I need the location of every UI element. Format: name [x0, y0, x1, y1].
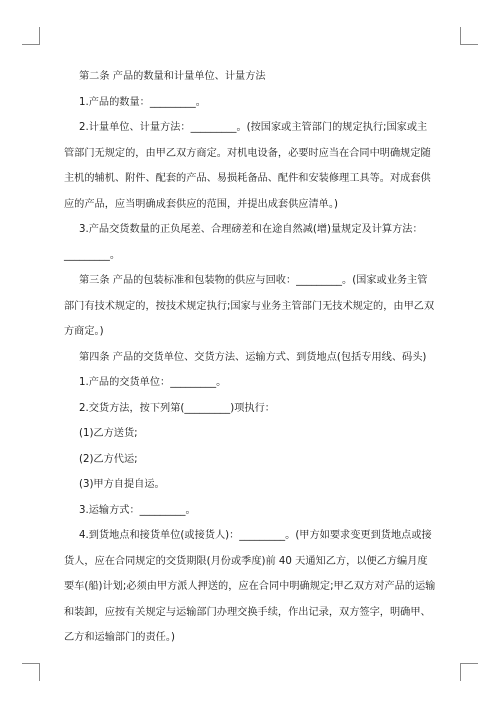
clause-tolerance: 3.产品交货数量的正负尾差、合理磅差和在途自然减(增)量规定及计算方法：_________。: [64, 224, 423, 261]
clause-delivery-unit: 1.产品的交货单位：_________。: [79, 377, 227, 388]
document-body: [64, 64, 436, 651]
option-3: (3)甲方自提自运。: [79, 479, 165, 490]
article-2-heading: 第二条 产品的数量和计量单位、计量方法: [79, 71, 266, 82]
clause-transport-mode: 3.运输方式：_________。: [79, 504, 196, 516]
option-2: (2)乙方代运;: [79, 453, 138, 465]
crop-mark-bottom-right: [460, 663, 478, 681]
crop-mark-top-right: [460, 27, 478, 45]
crop-mark-bottom-left: [22, 663, 40, 681]
article-3-packaging: 第三条 产品的包装标准和包装物的供应与回收：_________。(国家或业务主管部门有技术规定的，按技术规定执行;国家与业务主管部门无技术规定的，由甲乙双方商定。): [64, 275, 435, 337]
clause-measure-unit: 2.计量单位、计量方法：_________。(按国家或主管部门的规定执行;国家或主管部门无规定的，由甲乙双方商定。对机电设备，必要时应当在合同中明确规定随主机的辅机、附件、配套的产品、易损耗备品、配件和安装修理工具等。对成套供应的产品，应当明确成套供应的范围，并提出成套供应清单。): [64, 122, 431, 210]
clause-arrival-place: 4.到货地点和接货单位(或接货人)：_________。(甲方如要求变更到货地点或接货人，应在合同规定的交货期限(月份或季度)前 40 天通知乙方，以便乙方编月度要车(船)计划;必须由甲方派人押送的，应在合同中明确规定;甲乙双方对产品的运输和装卸，应按有关规定与运输部门办理交换手续，作出记录，双方签字，明确甲、乙方和运输部门的责任。): [64, 530, 436, 643]
article-4-heading: 第四条 产品的交货单位、交货方法、运输方式、到货地点(包括专用线、码头): [79, 351, 427, 363]
option-1: (1)乙方送货;: [79, 428, 138, 439]
clause-quantity: 1.产品的数量：_________。: [79, 96, 206, 108]
clause-delivery-method: 2.交货方法，按下列第(_________)项执行：: [79, 402, 275, 414]
crop-mark-top-left: [22, 27, 40, 45]
